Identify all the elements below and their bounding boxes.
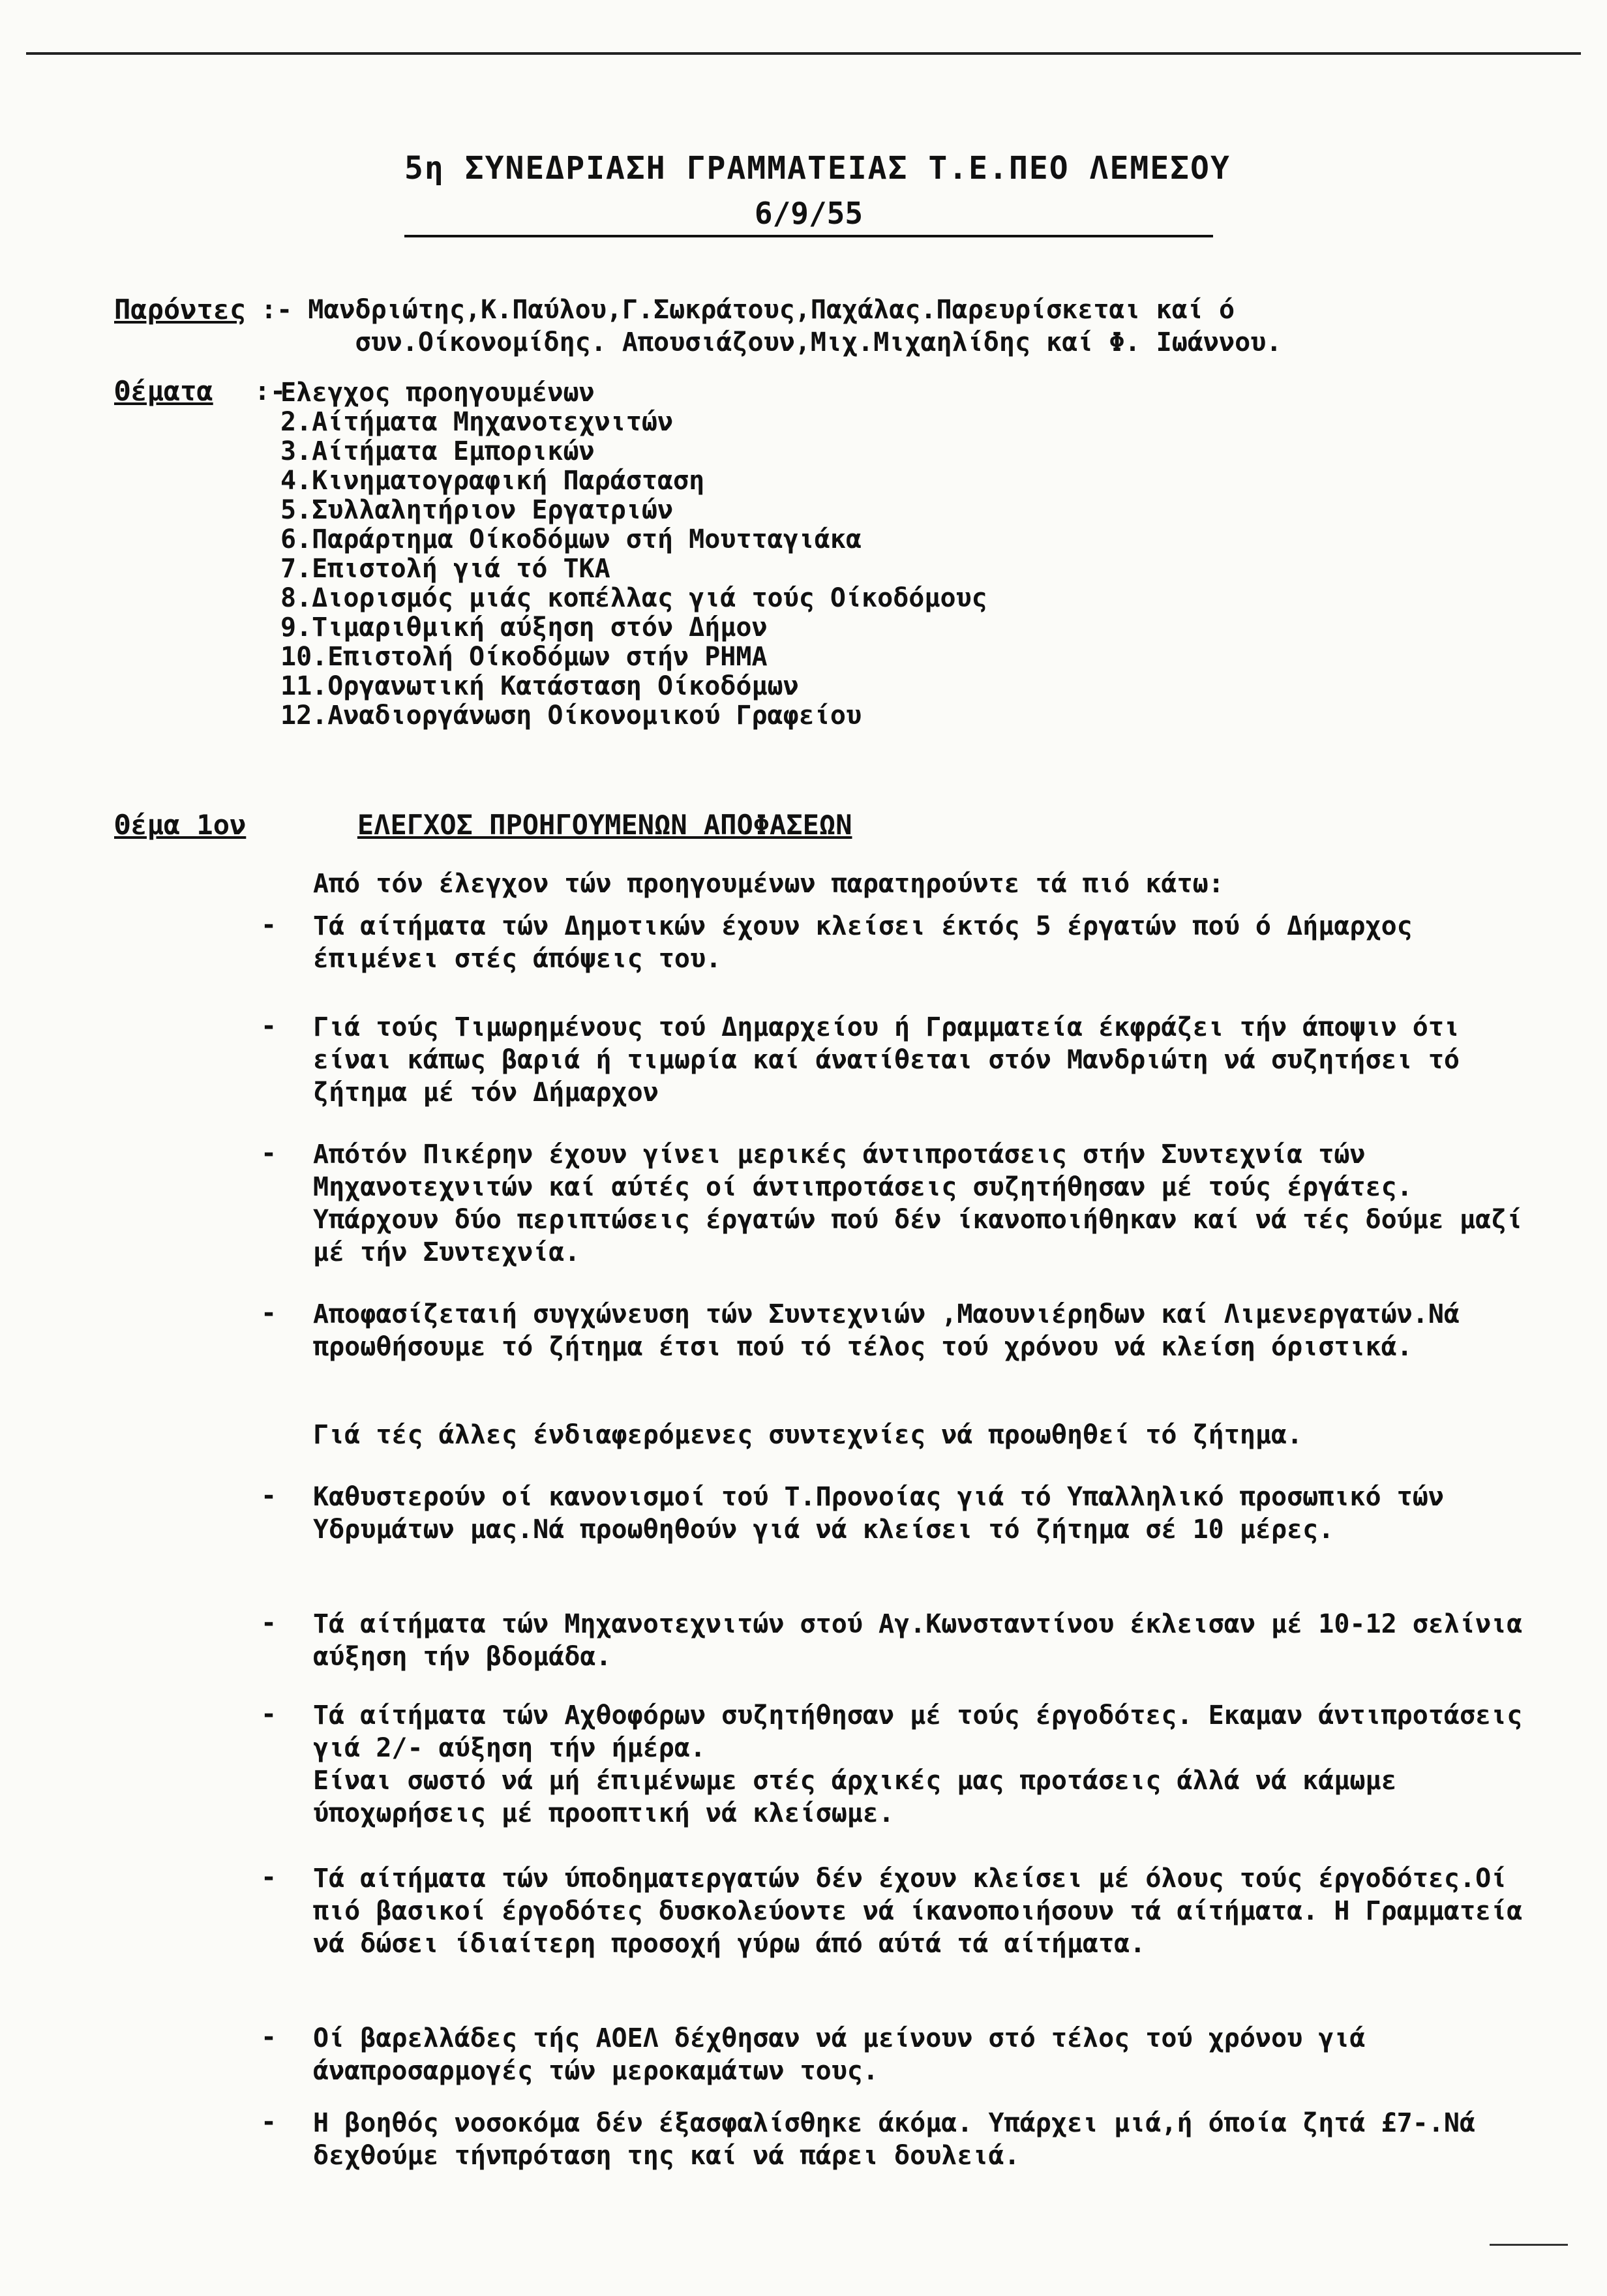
agenda-item: 7.Επιστολή γιά τό ΤΚΑ: [280, 554, 610, 584]
agenda-item: 11.Οργανωτική Κατάσταση Οίκοδόμων: [280, 671, 799, 701]
bullet-dash: -: [261, 1699, 277, 1729]
item-text: Τά αίτήματα τών Δημοτικών έχουν κλείσει έκτός 5 έργατών πού ό Δήμαρχος έπιμένει στές άπόψεις του.: [313, 911, 1413, 974]
bullet-dash: -: [261, 1298, 277, 1328]
agenda-item: 9.Τιμαριθμική αύξηση στόν Δήμον: [280, 612, 768, 642]
agenda-item: 4.Κινηματογραφική Παράσταση: [280, 466, 705, 496]
item-text: Αποφασίζεταιή συγχώνευση τών Συντεχνιών ,Μαουνιέρηδων καί Λιμενεργατών.Νά προωθήσουμε τό ζήτημα έτσι πού τό τέλος τού χρόνου νά κλείση όριστικά.: [313, 1299, 1460, 1362]
agenda-item: Ελεγχος προηγουμένων: [280, 378, 595, 408]
agenda-item: 10.Επιστολή Οίκοδόμων στήν ΡΗΜΑ: [280, 642, 768, 672]
present-text: :- Μανδριώτης,Κ.Παύλου,Γ.Σωκράτους,Παχάλας.Παρευρίσκεται καί ό συν.Οίκονομίδης. Απουσιάζουν,Μιχ.Μιχαηλίδης καί Φ. Ιωάννου.: [261, 295, 1282, 357]
item-text: Γιά τούς Τιμωρημένους τού Δημαρχείου ή Γραμματεία έκφράζει τήν άποψιν ότι είναι κάπως βαριά ή τιμωρία καί άνατίθεται στόν Μανδριώτη νά συζητήσει τό ζήτημα μέ τόν Δήμαρχον: [313, 1012, 1460, 1108]
bullet-dash: -: [261, 2107, 277, 2137]
agenda-item: 12.Αναδιοργάνωση Οίκονομικού Γραφείου: [280, 701, 862, 731]
bullet-dash: -: [261, 1138, 277, 1168]
agenda-item: 2.Αίτήματα Μηχανοτεχνιτών: [280, 407, 674, 437]
item-text: Οί βαρελλάδες τής ΑΟΕΛ δέχθησαν νά μείνουν στό τέλος τού χρόνου γιά άναπροσαρμογές τών μεροκαμάτων τους.: [313, 2023, 1366, 2086]
bullet-dash: -: [261, 910, 277, 940]
present-label: Παρόντες: [114, 294, 247, 325]
document-title: 5η ΣΥΝΕΔΡΙΑΣΗ ΓΡΑΜΜΑΤΕΙΑΣ Τ.Ε.ΠΕΟ ΛΕΜΕΣΟΥ: [404, 150, 1231, 187]
topics-separator: :-: [254, 376, 286, 406]
intro-text: Από τόν έλεγχον τών προηγουμένων παρατηρούντε τά πιό κάτω:: [313, 869, 1224, 899]
agenda-list: [280, 378, 987, 731]
item-text: Τά αίτήματα τών Μηχανοτεχνιτών στού Αγ.Κωνσταντίνου έκλεισαν μέ 10-12 σελίνια αύξηση τήν βδομάδα.: [313, 1609, 1523, 1672]
agenda-item: 6.Παράρτημα Οίκοδόμων στή Μουτταγιάκα: [280, 524, 862, 554]
bullet-dash: -: [261, 2022, 277, 2052]
bullet-dash: -: [261, 1011, 277, 1041]
bottom-rule: [1490, 2244, 1568, 2246]
bullet-dash: -: [261, 1862, 277, 1892]
top-rule: [26, 52, 1581, 55]
agenda-item: 8.Διορισμός μιάς κοπέλλας γιά τούς Οίκοδόμους: [280, 583, 987, 613]
bullet-dash: -: [261, 1481, 277, 1511]
item-text: Τά αίτήματα τών ύποδηματεργατών δέν έχουν κλείσει μέ όλους τούς έργοδότες.Οί πιό βασικοί έργοδότες δυσκολεύοντε νά ίκανοποιήσουν τά αίτήματα. Η Γραμματεία νά δώσει ίδιαίτερη προσοχή γύρω άπό αύτά τά αίτήματα.: [313, 1864, 1523, 1959]
note-text: Γιά τές άλλες ένδιαφερόμενες συντεχνίες νά προωθηθεί τό ζήτημα.: [313, 1420, 1303, 1450]
document-date: 6/9/55: [404, 196, 1213, 237]
item-text: Η βοηθός νοσοκόμα δέν έξασφαλίσθηκε άκόμα. Υπάρχει μιά,ή όποία ζητά £7-.Νά δεχθούμε τήνπρόταση της καί νά πάρει δουλειά.: [313, 2108, 1476, 2171]
topics-label: Θέματα: [114, 375, 213, 407]
item-text: Απότόν Πικέρην έχουν γίνει μερικές άντιπροτάσεις στήν Συντεχνία τών Μηχανοτεχνιτών καί αύτές οί άντιπροτάσεις συζητήθησαν μέ τούς έργάτες. Υπάρχουν δύο περιπτώσεις έργατών πού δέν ίκανοποιήθηκαν καί νά τές δούμε μαζί μέ τήν Συντεχνία.: [313, 1140, 1523, 1267]
item-text: Τά αίτήματα τών Αχθοφόρων συζητήθησαν μέ τούς έργοδότες. Εκαμαν άντιπροτάσεις γιά 2/- αύξηση τήν ήμέρα. Είναι σωστό νά μή έπιμένωμε στές άρχικές μας προτάσεις άλλά νά κάμωμε ύποχωρήσεις μέ προοπτική νά κλείσωμε.: [313, 1700, 1523, 1828]
bullet-dash: -: [261, 1608, 277, 1638]
section-title: ΕΛΕΓΧΟΣ ΠΡΟΗΓΟΥΜΕΝΩΝ ΑΠΟΦΑΣΕΩΝ: [357, 809, 852, 841]
agenda-item: 5.Συλλαλητήριον Εργατριών: [280, 495, 674, 525]
section-label: Θέμα 1ον: [114, 809, 247, 841]
agenda-item: 3.Αίτήματα Εμπορικών: [280, 436, 595, 466]
section-heading: [114, 809, 852, 841]
item-text: Καθυστερούν οί κανονισμοί τού Τ.Προνοίας γιά τό Υπαλληλικό προσωπικό τών Υδρυμάτων μας.Νά προωθηθούν γιά νά κλείσει τό ζήτημα σέ 10 μέρες.: [313, 1482, 1444, 1545]
